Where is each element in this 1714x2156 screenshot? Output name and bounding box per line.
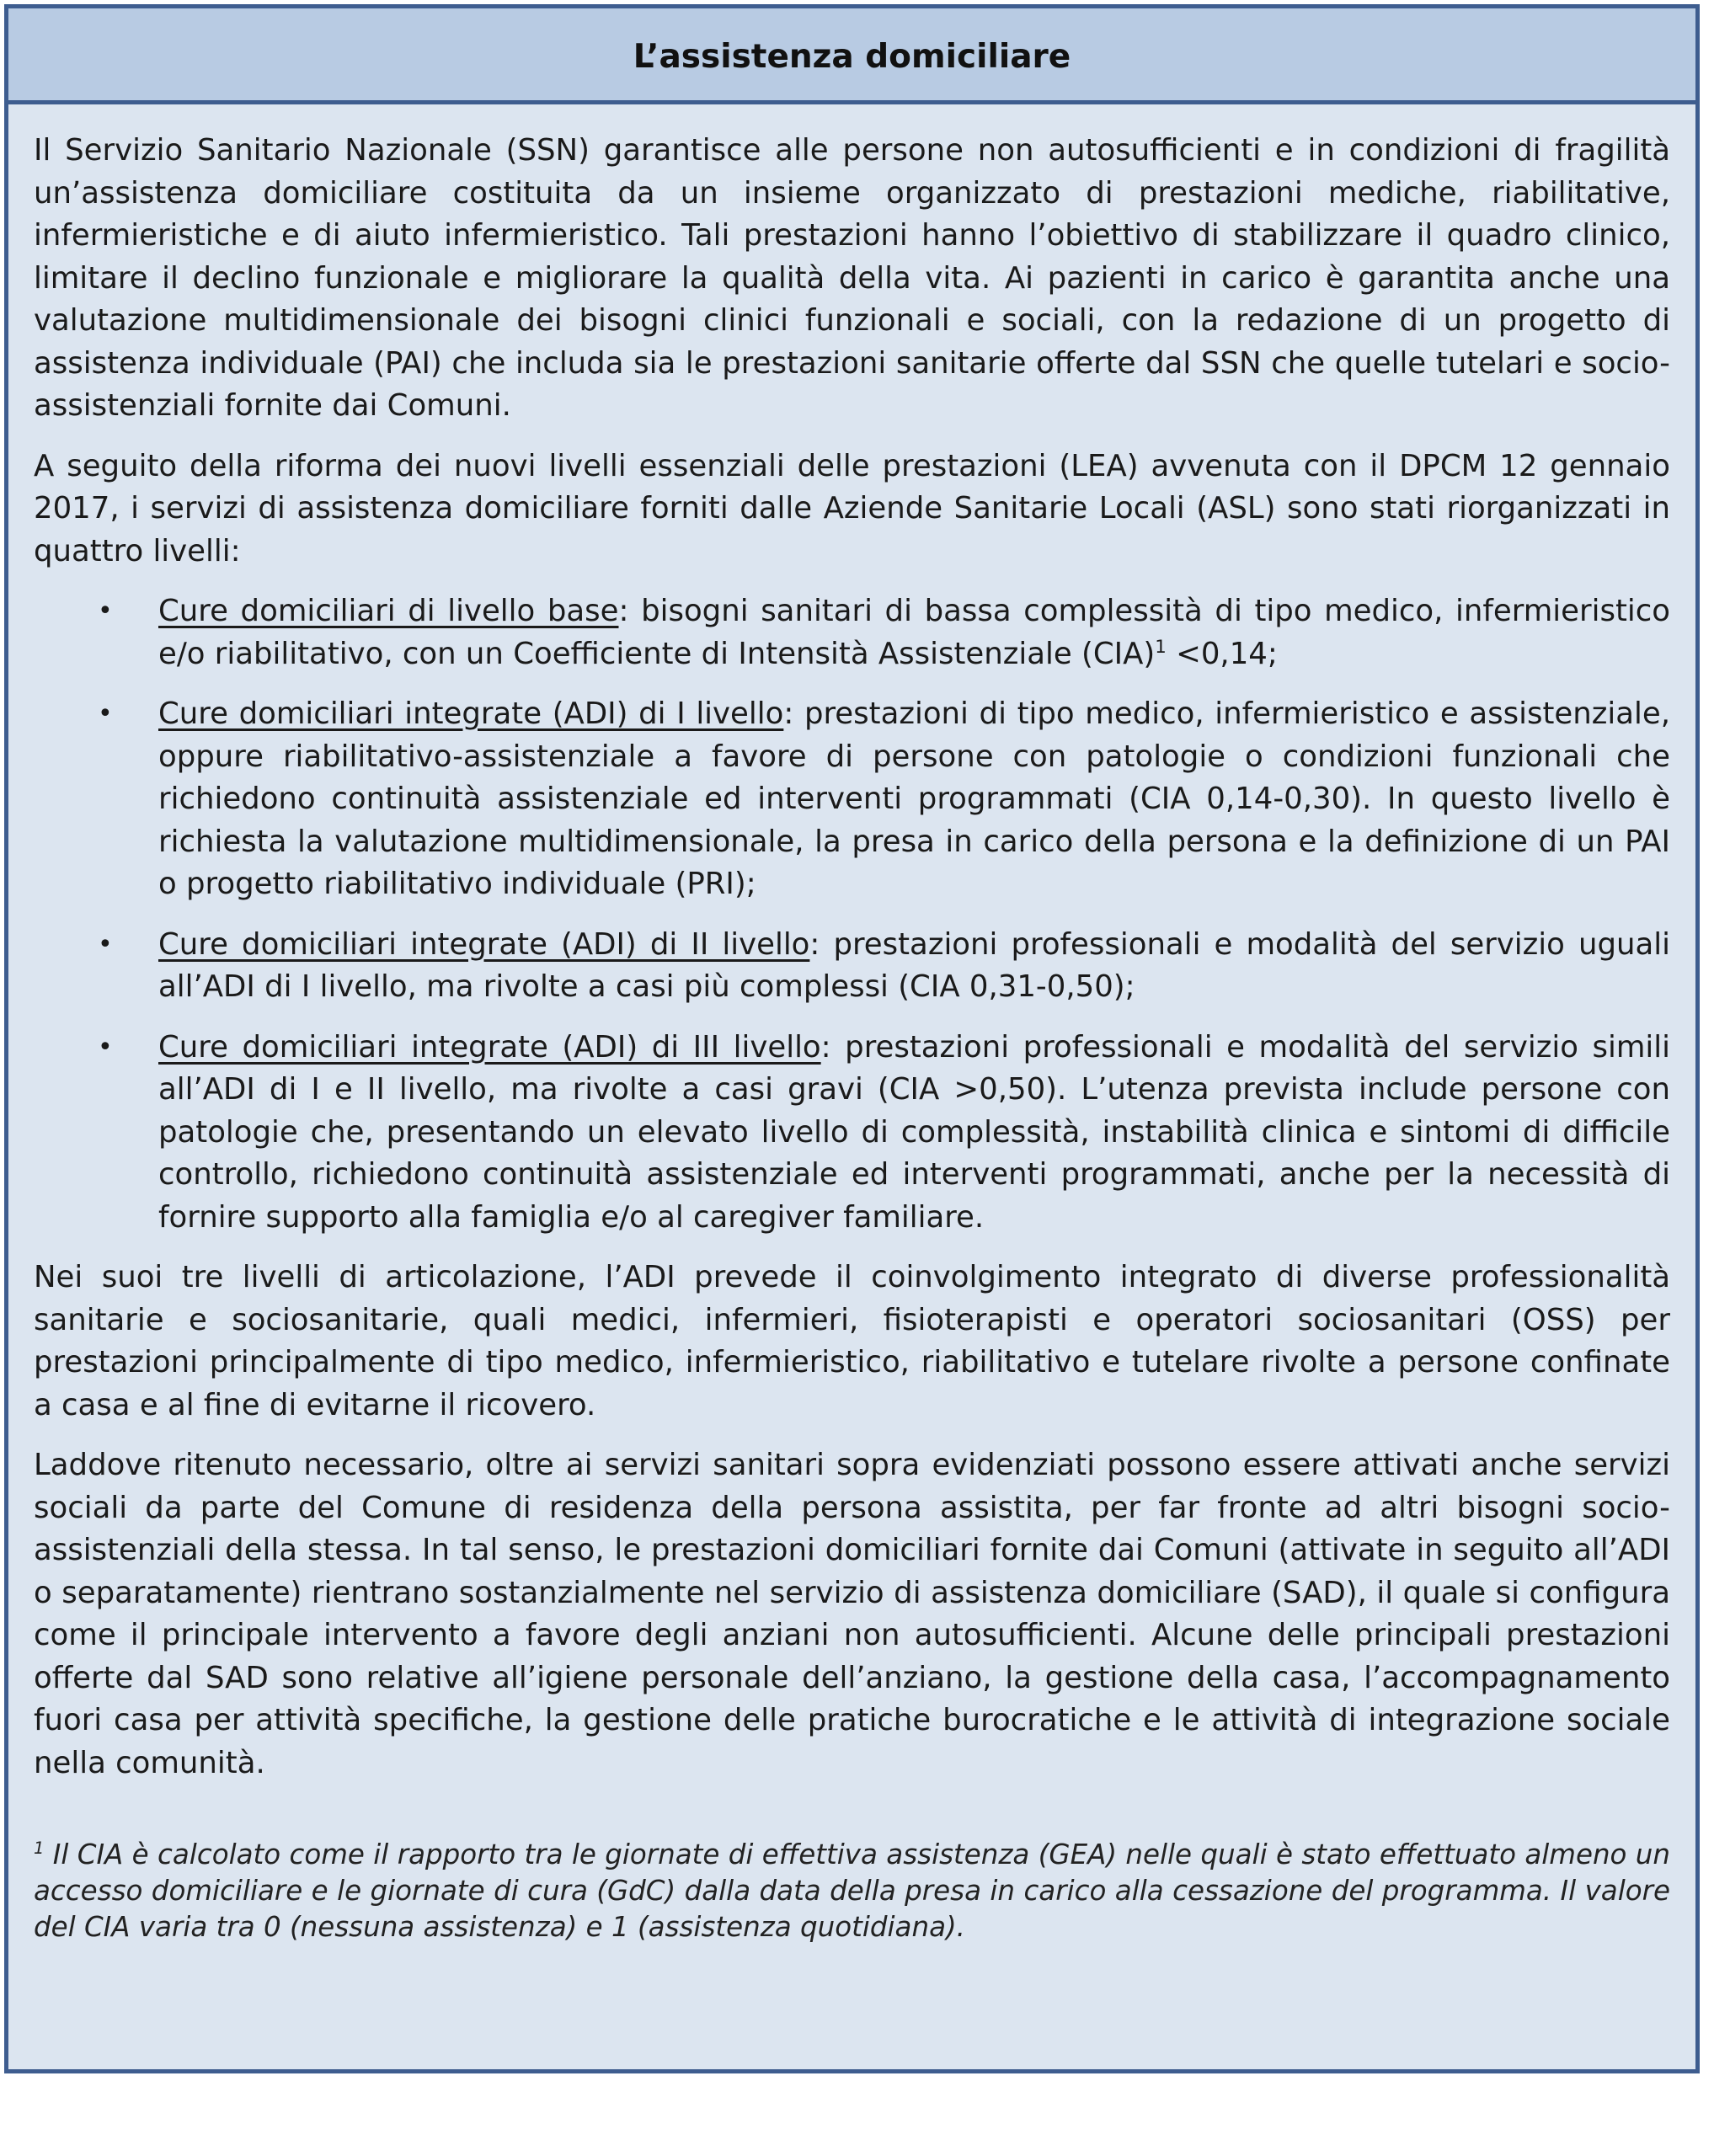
list-item (34, 924, 1670, 1009)
box-header (8, 8, 1695, 104)
bullet-icon: • (98, 1032, 113, 1062)
level-title: Cure domiciliari integrate (ADI) di II livello (158, 926, 810, 962)
level-description: : prestazioni professionali e modalità del servizio uguali all’ADI di I livello, ma rivolte a casi più complessi (CIA 0,31-0,50); (158, 926, 1670, 1004)
list-item (34, 1027, 1670, 1240)
footnote-text: Il CIA è calcolato come il rapporto tra le giornate di effettiva assistenza (GEA) nelle quali è stato effettuato almeno un accesso domiciliare e le giornate di cura (GdC) dalla data della presa in carico alla cessazione del programma. Il valore del CIA varia tra 0 (nessuna assistenza) e 1 (assistenza quotidiana). (34, 1838, 1670, 1943)
list-item (34, 590, 1670, 675)
footnote (34, 1837, 1670, 1945)
sad-paragraph: Laddove ritenuto necessario, oltre ai servizi sanitari sopra evidenziati possono essere attivati anche servizi sociali da parte del Comune di residenza della persona assistita, per far fronte ad altri bisogni socio-assistenziali della stessa. In tal senso, le prestazioni domiciliari fornite dai Comuni (attivate in seguito all’ADI o separatamente) rientrano sostanzialmente nel servizio di assistenza domiciliare (SAD), il quale si configura come il principale intervento a favore degli anziani non autosufficienti. Alcune delle principali prestazioni offerte dal SAD sono relative all’igiene personale dell’anziano, la gestione della casa, l’accompagnamento fuori casa per attività specifiche, la gestione delle pratiche burocratiche e le attività di integrazione sociale nella comunità. (34, 1448, 1670, 1780)
level-description: : prestazioni di tipo medico, infermieristico e assistenziale, oppure riabilitativo-assistenziale a favore di persone con patologie o condizioni funzionali che richiedono continuità assistenziale ed interventi programmati (CIA 0,14-0,30). In questo livello è richiesta la valutazione multidimensionale, la presa in carico della persona e la definizione di un PAI o progetto riabilitativo individuale (PRI); (158, 696, 1670, 901)
level-title: Cure domiciliari di livello base (158, 594, 619, 628)
level-description-end: <0,14; (1166, 636, 1278, 671)
info-box (4, 4, 1700, 2073)
adi-paragraph: Nei suoi tre livelli di articolazione, l’ADI prevede il coinvolgimento integrato di diverse professionalità sanitarie e sociosanitarie, quali medici, infermieri, fisioterapisti e operatori sociosanitari (OSS) per prestazioni principalmente di tipo medico, infermieristico, riabilitativo e tutelare rivolte a persone confinate a casa e al fine di evitarne il ricovero. (34, 1260, 1670, 1422)
bullet-icon: • (98, 596, 113, 626)
level-title: Cure domiciliari integrate (ADI) di I livello (158, 696, 784, 731)
box-title: L’assistenza domiciliare (633, 38, 1071, 76)
footnote-marker: 1 (34, 1838, 45, 1859)
list-item (34, 693, 1670, 906)
bullet-icon: • (98, 699, 113, 728)
level-title: Cure domiciliari integrate (ADI) di III livello (158, 1029, 821, 1065)
footnote-reference: 1 (1155, 636, 1167, 658)
level-description: : bisogni sanitari di bassa complessità di tipo medico, infermieristico e/o riabilitativo, con un Coefficiente di Intensità Assistenziale (CIA) (158, 594, 1670, 671)
bullet-icon: • (98, 929, 113, 959)
intro-paragraph: Il Servizio Sanitario Nazionale (SSN) garantisce alle persone non autosufficienti e in condizioni di fragilità un’assistenza domiciliare costituita da un insieme organizzato di prestazioni mediche, riabilitative, infermieristiche e di aiuto infermieristico. Tali prestazioni hanno l’obiettivo di stabilizzare il quadro clinico, limitare il declino funzionale e migliorare la qualità della vita. Ai pazienti in carico è garantita anche una valutazione multidimensionale dei bisogni clinici funzionali e sociali, con la redazione di un progetto di assistenza individuale (PAI) che includa sia le prestazioni sanitarie offerte dal SSN che quelle tutelari e socio-assistenziali fornite dai Comuni. (34, 133, 1670, 423)
level-description: : prestazioni professionali e modalità del servizio simili all’ADI di I e II livello, ma rivolte a casi gravi (CIA >0,50). L’utenza prevista include persone con patologie che, presentando un elevato livello di complessità, instabilità clinica e sintomi di difficile controllo, richiedono continuità assistenziale ed interventi programmati, anche per la necessità di fornire supporto alla famiglia e/o al caregiver familiare. (158, 1029, 1670, 1235)
reform-paragraph: A seguito della riforma dei nuovi livelli essenziali delle prestazioni (LEA) avvenuta con il DPCM 12 gennaio 2017, i servizi di assistenza domiciliare forniti dalle Aziende Sanitarie Locali (ASL) sono stati riorganizzati in quattro livelli: (34, 448, 1670, 568)
levels-list (34, 590, 1670, 1239)
box-body (8, 104, 1695, 1945)
